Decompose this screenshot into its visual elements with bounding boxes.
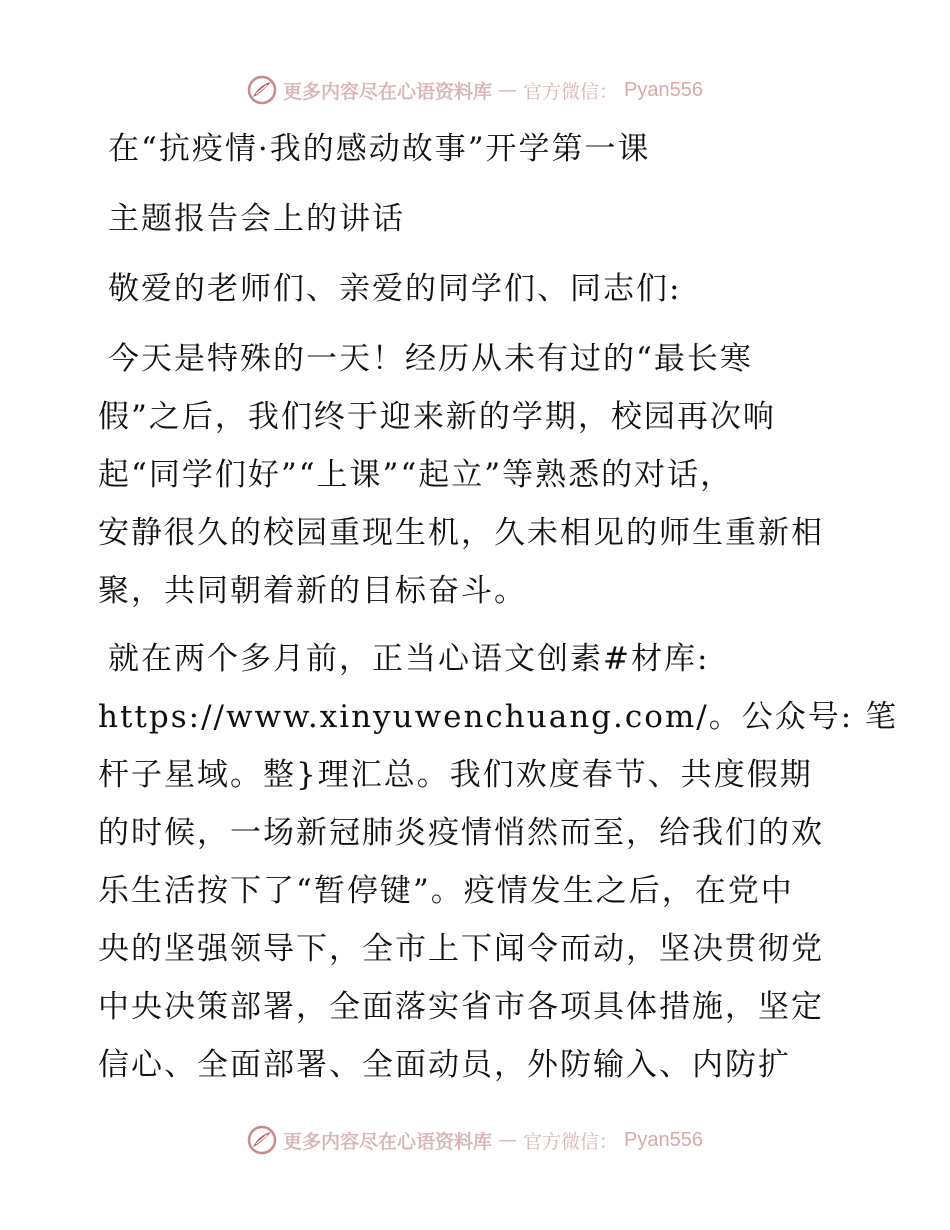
paragraph-line: 安静很久的校园重现生机，久未相见的师生重新相 <box>98 515 824 551</box>
paragraph-line: 就在两个多月前，正当心语文创素#材库: <box>108 641 710 677</box>
watermark-dash: — <box>498 79 518 101</box>
paragraph-line: 聚，共同朝着新的目标奋斗。 <box>98 573 527 609</box>
watermark-wechat-label: 官方微信： <box>523 1130 619 1153</box>
paragraph-line: 起“同学们好”“上课”“起立”等熟悉的对话， <box>98 457 734 493</box>
header-watermark <box>0 70 950 110</box>
watermark-wechat-label: 官方微信： <box>523 80 619 103</box>
paragraph-line: 乐生活按下了“暂停键”。疫情发生之后，在党中 <box>98 873 794 909</box>
watermark-wechat-id: Pyan556 <box>624 1128 703 1151</box>
watermark-text: 更多内容尽在心语资料库 <box>283 1130 493 1153</box>
title-line-2: 主题报告会上的讲话 <box>108 201 405 237</box>
watermark-wechat-id: Pyan556 <box>624 78 703 101</box>
paragraph-line: 今天是特殊的一天！经历从未有过的“最长寒 <box>108 341 753 377</box>
document-body <box>98 120 899 1094</box>
paragraph-2 <box>98 630 899 1094</box>
paragraph-line: 中央决策部署，全面落实省市各项具体措施，坚定 <box>98 989 824 1025</box>
pen-logo-icon <box>247 75 277 105</box>
title-line-1: 在“抗疫情·我的感动故事”开学第一课 <box>108 131 651 167</box>
watermark-dash: — <box>498 1129 518 1151</box>
paragraph-line: 的时候，一场新冠肺炎疫情悄然而至，给我们的欢 <box>98 815 824 851</box>
paragraph-line: 杆子星域。整}理汇总。我们欢度春节、共度假期 <box>98 757 813 793</box>
pen-logo-icon <box>247 1125 277 1155</box>
paragraph-line: 央的坚强领导下，全市上下闻令而动，坚决贯彻党 <box>98 931 824 967</box>
paragraph-1 <box>98 330 858 620</box>
footer-watermark <box>0 1120 950 1160</box>
paragraph-line: 信心、全面部署、全面动员，外防输入、内防扩 <box>98 1047 791 1083</box>
paragraph-line: https://www.xinyuwenchuang.com/。公众号: 笔 <box>98 699 899 735</box>
watermark-text: 更多内容尽在心语资料库 <box>283 80 493 103</box>
paragraph-line: 假”之后，我们终于迎来新的学期，校园再次响 <box>98 399 776 435</box>
salutation: 敬爱的老师们、亲爱的同学们、同志们: <box>108 271 682 307</box>
